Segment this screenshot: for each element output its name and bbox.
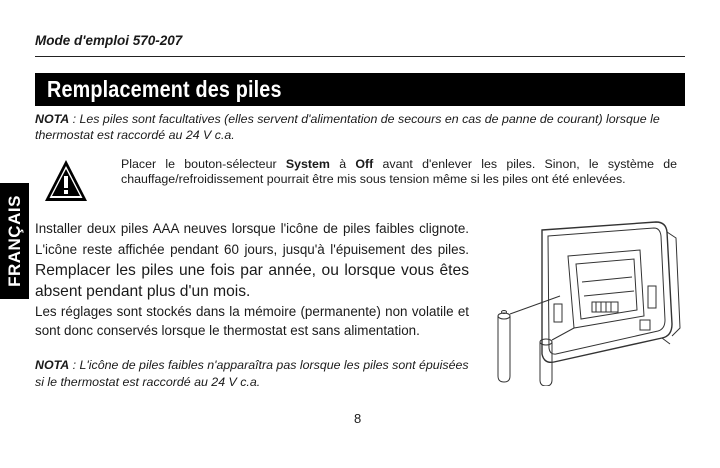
header-divider — [35, 56, 685, 57]
body-paragraph-1: Installer deux piles AAA neuves lorsque l'icône de piles faibles clignote. L'icône reste affichée pendant 60 jours, jusqu'à l'épuisement des piles. — [35, 221, 469, 257]
note-top-text: : Les piles sont facultatives (elles servent d'alimentation de secours en cas de panne de courant) lorsque le thermostat est raccordé au 24 V c.a. — [35, 112, 660, 142]
section-title: Remplacement des piles — [47, 76, 282, 102]
language-label: FRANÇAIS — [4, 195, 24, 287]
system-selector-label: System — [285, 157, 330, 171]
page-number: 8 — [354, 411, 362, 426]
warning-text-part3: avant d'enlever les piles. Sinon, le système de chauffage/refroidissement pourrait être mis sous tension même si les piles ont été enlevées. — [121, 157, 678, 186]
warning-text-part1: Placer le bouton-sélecteur — [121, 157, 286, 171]
note-top — [35, 112, 687, 143]
body-paragraph-2: Remplacer les piles une fois par année, ou lorsque vous êtes absent pendant plus d'un mois. — [35, 261, 469, 300]
thermostat-battery-illustration — [490, 216, 690, 386]
note-bottom-text: : L'icône de piles faibles n'apparaîtra pas lorsque les piles sont épuisées si le thermostat est raccordé au 24 V c.a. — [35, 358, 469, 389]
document-header-title: Mode d'emploi 570-207 — [35, 33, 183, 48]
body-text — [35, 219, 469, 341]
body-paragraph-3: Les réglages sont stockés dans la mémoire (permanente) non volatile et sont donc conservés lorsque le thermostat est sans alimentation. — [35, 303, 469, 338]
language-side-tab — [0, 183, 29, 299]
note-bottom-label: NOTA — [35, 358, 70, 372]
section-banner — [35, 73, 685, 106]
warning-text-part2: à — [329, 157, 356, 171]
note-top-label: NOTA — [35, 112, 70, 126]
off-position-label: Off — [355, 157, 374, 171]
warning-text — [121, 157, 677, 186]
note-bottom — [35, 357, 471, 390]
warning-triangle-icon — [43, 158, 89, 204]
